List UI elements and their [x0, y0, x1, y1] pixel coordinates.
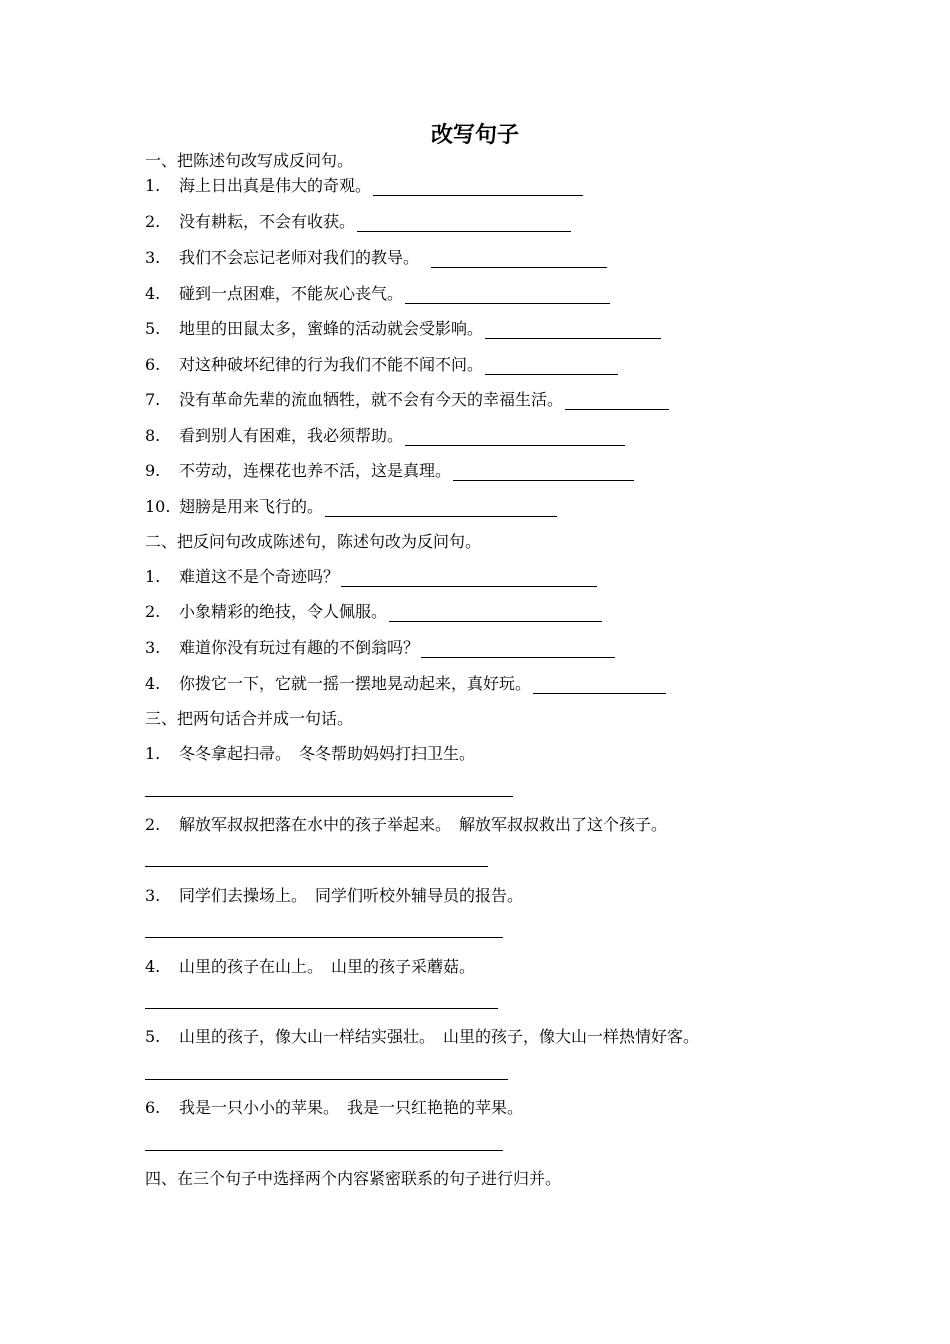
item-text: 看到别人有困难，我必须帮助。 — [179, 426, 404, 445]
item-text: 翅膀是用来飞行的。 — [179, 497, 324, 516]
item-text: 冬冬拿起扫帚。 冬冬帮助妈妈打扫卫生。 — [179, 744, 476, 763]
list-item — [145, 957, 475, 977]
list-item — [145, 319, 661, 339]
answer-blank[interactable] — [421, 639, 615, 658]
list-item — [145, 461, 634, 481]
item-number: 1. — [145, 567, 161, 586]
list-item — [145, 815, 667, 835]
item-number: 6. — [145, 1098, 161, 1117]
list-item — [145, 248, 607, 268]
list-item — [145, 886, 523, 906]
item-text: 小象精彩的绝技，令人佩服。 — [179, 602, 388, 621]
answer-blank[interactable] — [389, 603, 602, 622]
item-text: 同学们去操场上。 同学们听校外辅导员的报告。 — [179, 886, 524, 905]
answer-blank[interactable] — [325, 498, 557, 517]
page-title: 改写句子 — [430, 123, 519, 148]
item-text: 山里的孩子，像大山一样结实强壮。 山里的孩子，像大山一样热情好客。 — [179, 1027, 700, 1046]
item-number: 7. — [145, 390, 161, 409]
answer-blank[interactable] — [565, 391, 669, 410]
item-number: 1. — [145, 176, 161, 195]
section2-heading: 二、把反问句改成陈述句，陈述句改为反问句。 — [145, 532, 482, 551]
item-text: 难道这不是个奇迹吗？ — [179, 567, 340, 586]
item-text: 不劳动，连棵花也养不活，这是真理。 — [179, 461, 452, 480]
answer-blank[interactable] — [341, 568, 597, 587]
section1-heading: 一、把陈述句改写成反问句。 — [145, 151, 354, 170]
item-number: 10. — [145, 497, 171, 516]
item-text: 没有耕耘，不会有收获。 — [179, 212, 356, 231]
answer-blank[interactable] — [357, 213, 571, 232]
item-number: 2. — [145, 602, 161, 621]
section3-heading: 三、把两句话合并成一句话。 — [145, 709, 354, 728]
answer-line[interactable] — [145, 866, 488, 867]
list-item — [145, 638, 615, 658]
item-text: 解放军叔叔把落在水中的孩子举起来。 解放军叔叔救出了这个孩子。 — [179, 815, 668, 834]
item-number: 8. — [145, 426, 161, 445]
item-text: 对这种破坏纪律的行为我们不能不闻不问。 — [179, 355, 484, 374]
answer-line[interactable] — [145, 1008, 498, 1009]
item-number: 3. — [145, 886, 161, 905]
list-item — [145, 497, 557, 517]
section4-heading: 四、在三个句子中选择两个内容紧密联系的句子进行归并。 — [145, 1169, 562, 1188]
answer-blank[interactable] — [533, 675, 666, 694]
answer-blank[interactable] — [405, 427, 625, 446]
list-item — [145, 1027, 699, 1047]
item-text: 你拨它一下，它就一摇一摆地晃动起来，真好玩。 — [179, 674, 532, 693]
list-item — [145, 212, 571, 232]
list-item — [145, 1098, 523, 1118]
item-text: 碰到一点困难，不能灰心丧气。 — [179, 284, 404, 303]
answer-blank[interactable] — [431, 249, 607, 268]
item-text: 地里的田鼠太多，蜜蜂的活动就会受影响。 — [179, 319, 484, 338]
item-number: 5. — [145, 319, 161, 338]
answer-blank[interactable] — [485, 356, 618, 375]
item-number: 4. — [145, 674, 161, 693]
item-number: 9. — [145, 461, 161, 480]
item-number: 4. — [145, 284, 161, 303]
list-item — [145, 176, 583, 196]
item-text: 海上日出真是伟大的奇观。 — [179, 176, 372, 195]
list-item — [145, 567, 597, 587]
answer-line[interactable] — [145, 937, 503, 938]
item-text: 我们不会忘记老师对我们的教导。 — [179, 248, 420, 267]
list-item — [145, 390, 669, 410]
answer-blank[interactable] — [453, 462, 634, 481]
answer-blank[interactable] — [373, 177, 583, 196]
item-text: 难道你没有玩过有趣的不倒翁吗？ — [179, 638, 420, 657]
item-text: 我是一只小小的苹果。 我是一只红艳艳的苹果。 — [179, 1098, 524, 1117]
answer-line[interactable] — [145, 1079, 508, 1080]
item-text: 山里的孩子在山上。 山里的孩子采蘑菇。 — [179, 957, 476, 976]
item-number: 3. — [145, 248, 161, 267]
list-item — [145, 284, 610, 304]
item-number: 1. — [145, 744, 161, 763]
list-item — [145, 602, 602, 622]
item-number: 2. — [145, 212, 161, 231]
item-number: 4. — [145, 957, 161, 976]
list-item — [145, 355, 618, 375]
item-text: 没有革命先辈的流血牺牲，就不会有今天的幸福生活。 — [179, 390, 564, 409]
list-item — [145, 426, 625, 446]
answer-line[interactable] — [145, 796, 513, 797]
answer-line[interactable] — [145, 1150, 503, 1151]
list-item — [145, 744, 475, 764]
answer-blank[interactable] — [485, 320, 661, 339]
item-number: 6. — [145, 355, 161, 374]
list-item — [145, 674, 666, 694]
item-number: 3. — [145, 638, 161, 657]
answer-blank[interactable] — [405, 285, 610, 304]
item-number: 2. — [145, 815, 161, 834]
item-number: 5. — [145, 1027, 161, 1046]
